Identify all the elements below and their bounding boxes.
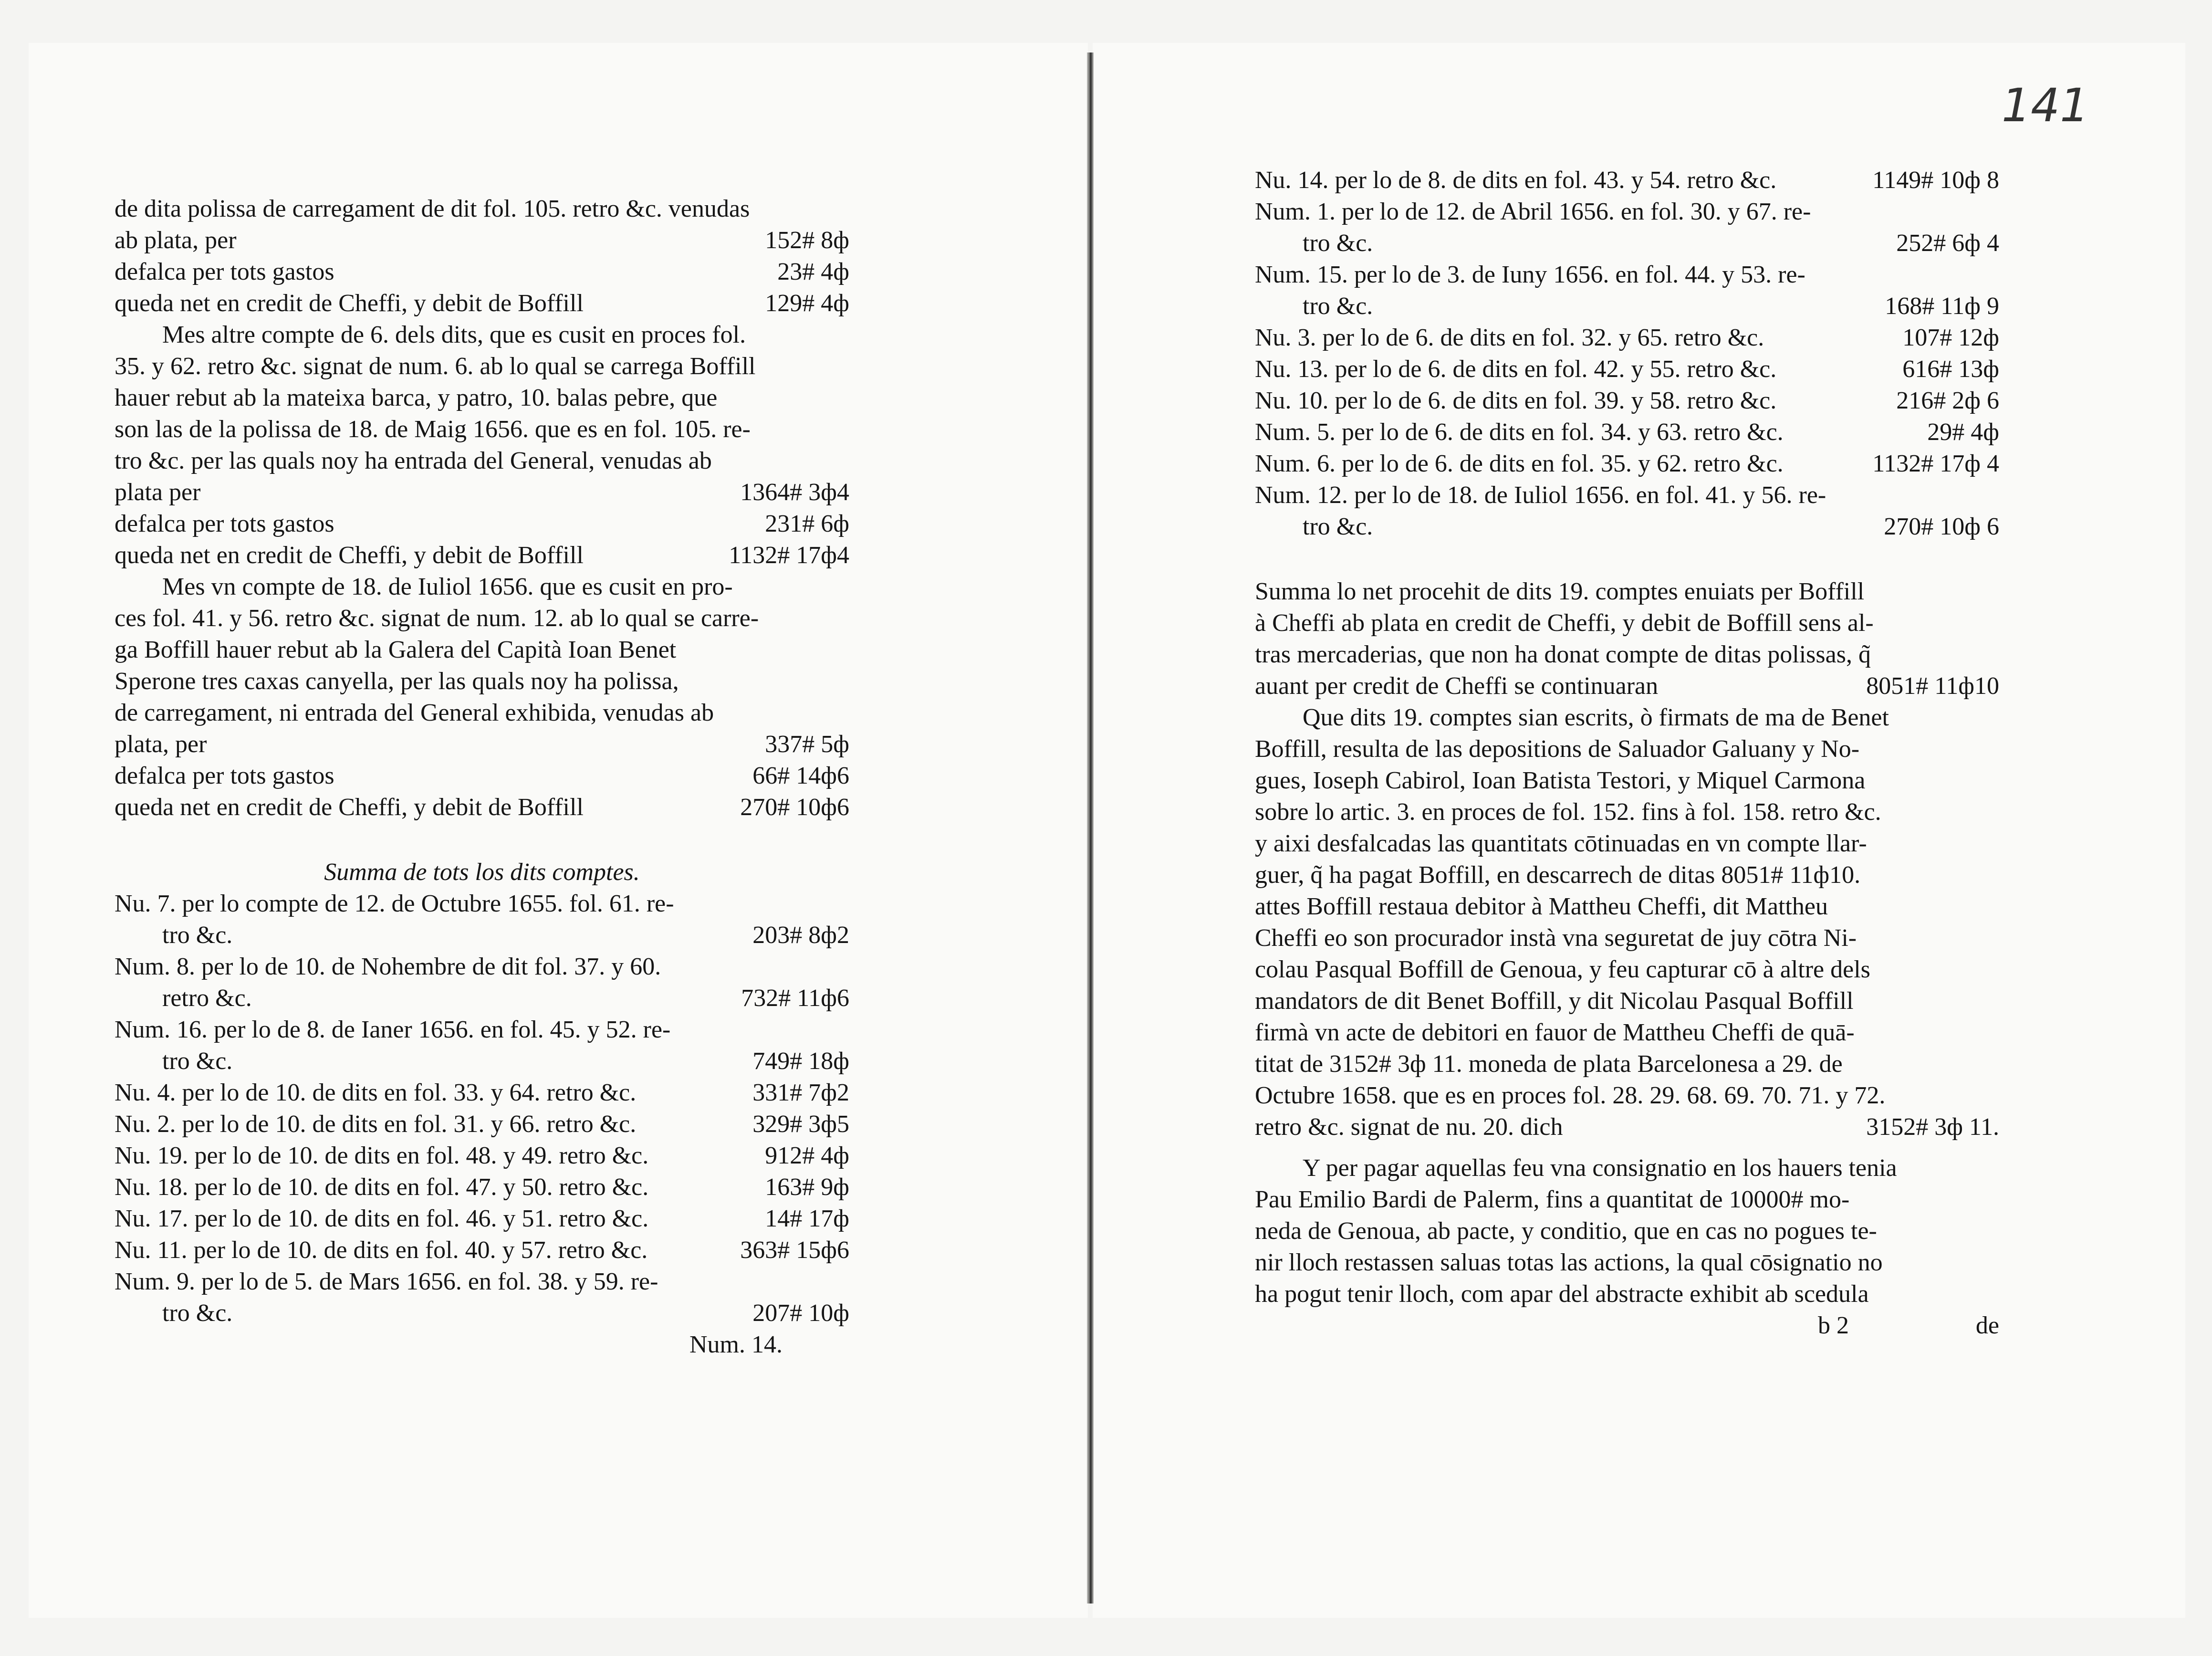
summary-line-text: tro &c. [162,1300,233,1327]
summary-line-text: tro &c. [1303,230,1373,257]
summary-line-amount: 29# 4ф [1927,419,1999,446]
summary-line [115,1109,849,1140]
text-line-text: Cheffi eo son procurador instà vna seguretat de juy cōtra Ni- [1255,924,1857,952]
text-line [1255,576,1999,608]
summary-line-text: Nu. 19. per lo de 10. de dits en fol. 48. y 49. retro &c. [115,1142,649,1169]
text-line-text: tras mercaderias, que non ha donat compte de ditas polissas, q̃ [1255,641,1871,668]
text-line [1255,859,1999,891]
text-line-text: neda de Genoua, ab pacte, y conditio, que en cas no pogues te- [1255,1217,1877,1245]
text-line-text: ha pogut tenir lloch, com apar del abstracte exhibit ab scedula [1255,1280,1869,1308]
folio-number: 141 [2002,79,2089,132]
text-line-text: Sperone tres caxas canyella, per las quals noy ha polissa, [115,668,679,695]
text-line [115,477,849,508]
text-line-text: mandators de dit Benet Boffill, y dit Nicolau Pasqual Boffill [1255,987,1854,1015]
text-line [115,571,849,603]
summary-line-text: Num. 5. per lo de 6. de dits en fol. 34. y 63. retro &c. [1255,419,1784,446]
text-line-amount: 3152# 3ф 11. [1866,1113,1999,1141]
right-page-text [1255,165,1999,1342]
summary-line-amount: 216# 2ф 6 [1896,387,1999,414]
text-line [1255,797,1999,828]
text-line [115,540,849,571]
summary-line [1255,417,1999,448]
summary-heading: Summa de tots los dits comptes. [324,859,640,886]
summary-line-amount: 203# 8ф2 [752,922,849,949]
text-line-text: firmà vn acte de debitori en fauor de Mattheu Cheffi de quā- [1255,1019,1855,1046]
text-line-text: auant per credit de Cheffi se continuaran [1255,672,1659,700]
text-line-amount: 66# 14ф6 [752,762,849,789]
text-line-text: de carregament, ni entrada del General exhibida, venudas ab [115,699,714,726]
summary-line-text: tro &c. [1303,513,1373,540]
text-line [1255,734,1999,765]
text-line-text: Summa lo net procehit de dits 19. comptes enuiats per Boffill [1255,578,1865,605]
text-line [115,445,849,477]
text-line-text: queda net en credit de Cheffi, y debit de Boffill [115,794,584,821]
text-line-text: y aixi desfalcadas las quantitats cōtinuadas en vn compte llar- [1255,830,1867,857]
summary-line [1255,196,1999,228]
summary-line-amount: 14# 17ф [765,1205,849,1232]
text-line [115,256,849,288]
summary-line-text: Nu. 13. per lo de 6. de dits en fol. 42. y 55. retro &c. [1255,356,1777,383]
text-line-text: ces fol. 41. y 56. retro &c. signat de num. 12. ab lo qual se carre- [115,605,759,632]
summary-line-amount: 616# 13ф [1902,356,1999,383]
text-line-amount: 337# 5ф [765,731,849,758]
text-line [1255,1048,1999,1080]
text-line-text: sobre lo artic. 3. en proces de fol. 152. fins à fol. 158. retro &c. [1255,798,1881,826]
summary-line [115,951,849,983]
paragraph-total [1255,576,1999,702]
signature-mark: b 2 [1818,1312,1849,1339]
text-line-text: Mes altre compte de 6. dels dits, que es cusit en proces fol. [162,321,746,348]
summary-line-amount: 107# 12ф [1902,324,1999,351]
summary-line-amount: 252# 6ф 4 [1896,230,1999,257]
text-line [1255,1111,1999,1143]
text-line-text: tro &c. per las quals noy ha entrada del General, venudas ab [115,447,712,474]
text-line [115,414,849,445]
text-line [115,288,849,319]
text-line-text: retro &c. signat de nu. 20. dich [1255,1113,1563,1141]
summary-line-text: Nu. 11. per lo de 10. de dits en fol. 40. y 57. retro &c. [115,1237,648,1264]
text-line-text: 35. y 62. retro &c. signat de num. 6. ab lo qual se carrega Boffill [115,353,756,380]
summary-line-amount: 363# 15ф6 [740,1237,849,1264]
text-line-text: queda net en credit de Cheffi, y debit de Boffill [115,290,584,317]
text-line [1255,671,1999,702]
summary-line-amount: 329# 3ф5 [752,1111,849,1138]
text-line-amount: 23# 4ф [777,258,849,285]
text-line-text: Boffill, resulta de las depositions de Saluador Galuany y No- [1255,735,1860,763]
catchword: Num. 14. [689,1331,783,1358]
summary-line-text: Nu. 2. per lo de 10. de dits en fol. 31. y 66. retro &c. [115,1111,636,1138]
text-line-text: ab plata, per [115,227,237,254]
summary-line-text: Num. 16. per lo de 8. de Ianer 1656. en fol. 45. y 52. re- [115,1016,671,1043]
text-line [1255,1153,1999,1184]
summary-line-amount: 1132# 17ф 4 [1872,450,1999,477]
paragraph-consignatio [1255,1153,1999,1310]
summary-line-text: Num. 6. per lo de 6. de dits en fol. 35. y 62. retro &c. [1255,450,1784,477]
account-lines [115,193,849,823]
summary-line-text: Num. 8. per lo de 10. de Nohembre de dit fol. 37. y 60. [115,953,661,980]
summary-line [1255,259,1999,291]
text-line [1255,1216,1999,1247]
text-line [1255,828,1999,859]
text-line-amount: 129# 4ф [765,290,849,317]
signature-line [1255,1310,1999,1342]
text-line-text: defalca per tots gastos [115,258,334,285]
text-line-text: à Cheffi ab plata en credit de Cheffi, y debit de Boffill sens al- [1255,609,1874,637]
summary-line-text: retro &c. [162,985,252,1012]
summary-line-text: Num. 15. per lo de 3. de Iuny 1656. en fol. 44. y 53. re- [1255,261,1805,288]
summary-line [1255,291,1999,322]
summary-line-amount: 163# 9ф [765,1174,849,1201]
text-line-amount: 1364# 3ф4 [740,479,849,506]
summary-line [1255,354,1999,385]
summary-line-amount: 749# 18ф [752,1048,849,1075]
text-line [115,508,849,540]
summary-line [1255,165,1999,196]
summary-continued-lines [1255,165,1999,543]
summary-line [115,920,849,951]
text-line [115,319,849,351]
text-line [115,193,849,225]
left-page-text [115,193,849,1361]
summary-line-amount: 207# 10ф [752,1300,849,1327]
summary-line-text: Nu. 17. per lo de 10. de dits en fol. 46. y 51. retro &c. [115,1205,649,1232]
text-line-amount: 231# 6ф [765,510,849,537]
text-line [115,634,849,666]
text-line [1255,702,1999,734]
text-line-text: Pau Emilio Bardi de Palerm, fins a quantitat de 10000# mo- [1255,1186,1850,1213]
summary-line-text: Num. 1. per lo de 12. de Abril 1656. en fol. 30. y 67. re- [1255,198,1811,225]
text-line [1255,1279,1999,1310]
text-line-text: son las de la polissa de 18. de Maig 1656. que es en fol. 105. re- [115,416,751,443]
text-line-text: guer, q̃ ha pagat Boffill, en descarrech de ditas 8051# 11ф10. [1255,861,1861,889]
summary-line [1255,480,1999,511]
summary-line-text: Num. 12. per lo de 18. de Iuliol 1656. en fol. 41. y 56. re- [1255,482,1826,509]
summary-line [1255,511,1999,543]
text-line [115,382,849,414]
summary-line-amount: 270# 10ф 6 [1884,513,1999,540]
text-line [1255,891,1999,922]
text-line [1255,1017,1999,1048]
summary-line-amount: 331# 7ф2 [752,1079,849,1106]
text-line-amount: 8051# 11ф10 [1866,672,1999,700]
text-line [115,351,849,382]
summary-line-text: Nu. 4. per lo de 10. de dits en fol. 33. y 64. retro &c. [115,1079,636,1106]
text-line [1255,985,1999,1017]
summary-line-text: Nu. 10. per lo de 6. de dits en fol. 39. y 58. retro &c. [1255,387,1777,414]
summary-line-amount: 1149# 10ф 8 [1872,167,1999,194]
summary-line-amount: 732# 11ф6 [741,985,849,1012]
summary-line-text: tro &c. [162,922,233,949]
text-line [1255,1080,1999,1111]
summary-line-text: Nu. 14. per lo de 8. de dits en fol. 43. y 54. retro &c. [1255,167,1777,194]
summary-line [1255,385,1999,417]
summary-line [115,1298,849,1329]
summary-line [115,1046,849,1077]
text-line [115,729,849,760]
text-line-text: attes Boffill restaua debitor à Mattheu Cheffi, dit Mattheu [1255,893,1828,920]
summary-line-text: Num. 9. per lo de 5. de Mars 1656. en fol. 38. y 59. re- [115,1268,658,1295]
summary-line-text: Nu. 18. per lo de 10. de dits en fol. 47. y 50. retro &c. [115,1174,649,1201]
summary-line [115,1266,849,1298]
summary-line-text: tro &c. [162,1048,233,1075]
text-line [115,225,849,256]
text-line-text: gues, Ioseph Cabirol, Ioan Batista Testori, y Miquel Carmona [1255,767,1866,794]
catchword: de [1975,1312,1999,1339]
text-line-text: ga Boffill hauer rebut ab la Galera del Capità Ioan Benet [115,636,677,663]
text-line-text: nir lloch restassen saluas totas las actions, la qual cōsignatio no [1255,1249,1883,1276]
text-line [1255,1184,1999,1216]
text-line-text: titat de 3152# 3ф 11. moneda de plata Barcelonesa a 29. de [1255,1050,1843,1078]
text-line [1255,608,1999,639]
text-line [1255,639,1999,671]
summary-line [115,888,849,920]
text-line [1255,765,1999,797]
text-line-text: Y per pagar aquellas feu vna consignatio en los hauers tenia [1303,1154,1897,1182]
summary-line [115,1077,849,1109]
summary-line-amount: 168# 11ф 9 [1885,293,1999,320]
text-line [1255,954,1999,985]
text-line-text: Octubre 1658. que es en proces fol. 28. 29. 68. 69. 70. 71. y 72. [1255,1082,1886,1109]
text-line-text: Mes vn compte de 18. de Iuliol 1656. que es cusit en pro- [162,573,733,600]
text-line [1255,922,1999,954]
summary-line [115,983,849,1014]
text-line-text: de dita polissa de carregament de dit fol. 105. retro &c. venudas [115,195,750,222]
text-line-text: colau Pasqual Boffill de Genoua, y feu capturar cō à altre dels [1255,956,1870,983]
summary-line-amount: 912# 4ф [765,1142,849,1169]
summary-line-text: tro &c. [1303,293,1373,320]
book-gutter [1087,52,1094,1604]
paragraph-depositions [1255,702,1999,1143]
text-line [115,666,849,697]
summary-line [115,1140,849,1172]
text-line-text: defalca per tots gastos [115,762,334,789]
text-line-text: Que dits 19. comptes sian escrits, ò firmats de ma de Benet [1303,704,1889,731]
text-line-amount: 152# 8ф [765,227,849,254]
text-line-text: queda net en credit de Cheffi, y debit de Boffill [115,542,584,569]
text-line-text: plata, per [115,731,207,758]
text-line-text: hauer rebut ab la mateixa barca, y patro, 10. balas pebre, que [115,384,718,411]
summary-line-text: Nu. 7. per lo compte de 12. de Octubre 1655. fol. 61. re- [115,890,674,917]
summary-line [1255,228,1999,259]
summary-line [115,1172,849,1203]
text-line [115,760,849,792]
text-line [115,603,849,634]
text-line-text: plata per [115,479,201,506]
text-line [1255,1247,1999,1279]
summary-line [1255,322,1999,354]
summary-line [115,1203,849,1235]
text-line [115,697,849,729]
summary-line [115,1014,849,1046]
summary-line-text: Nu. 3. per lo de 6. de dits en fol. 32. y 65. retro &c. [1255,324,1764,351]
summary-line [115,1235,849,1266]
summary-line [1255,448,1999,480]
summary-lines [115,888,849,1329]
text-line-amount: 270# 10ф6 [740,794,849,821]
text-line-text: defalca per tots gastos [115,510,334,537]
text-line [115,792,849,823]
text-line-amount: 1132# 17ф4 [729,542,849,569]
